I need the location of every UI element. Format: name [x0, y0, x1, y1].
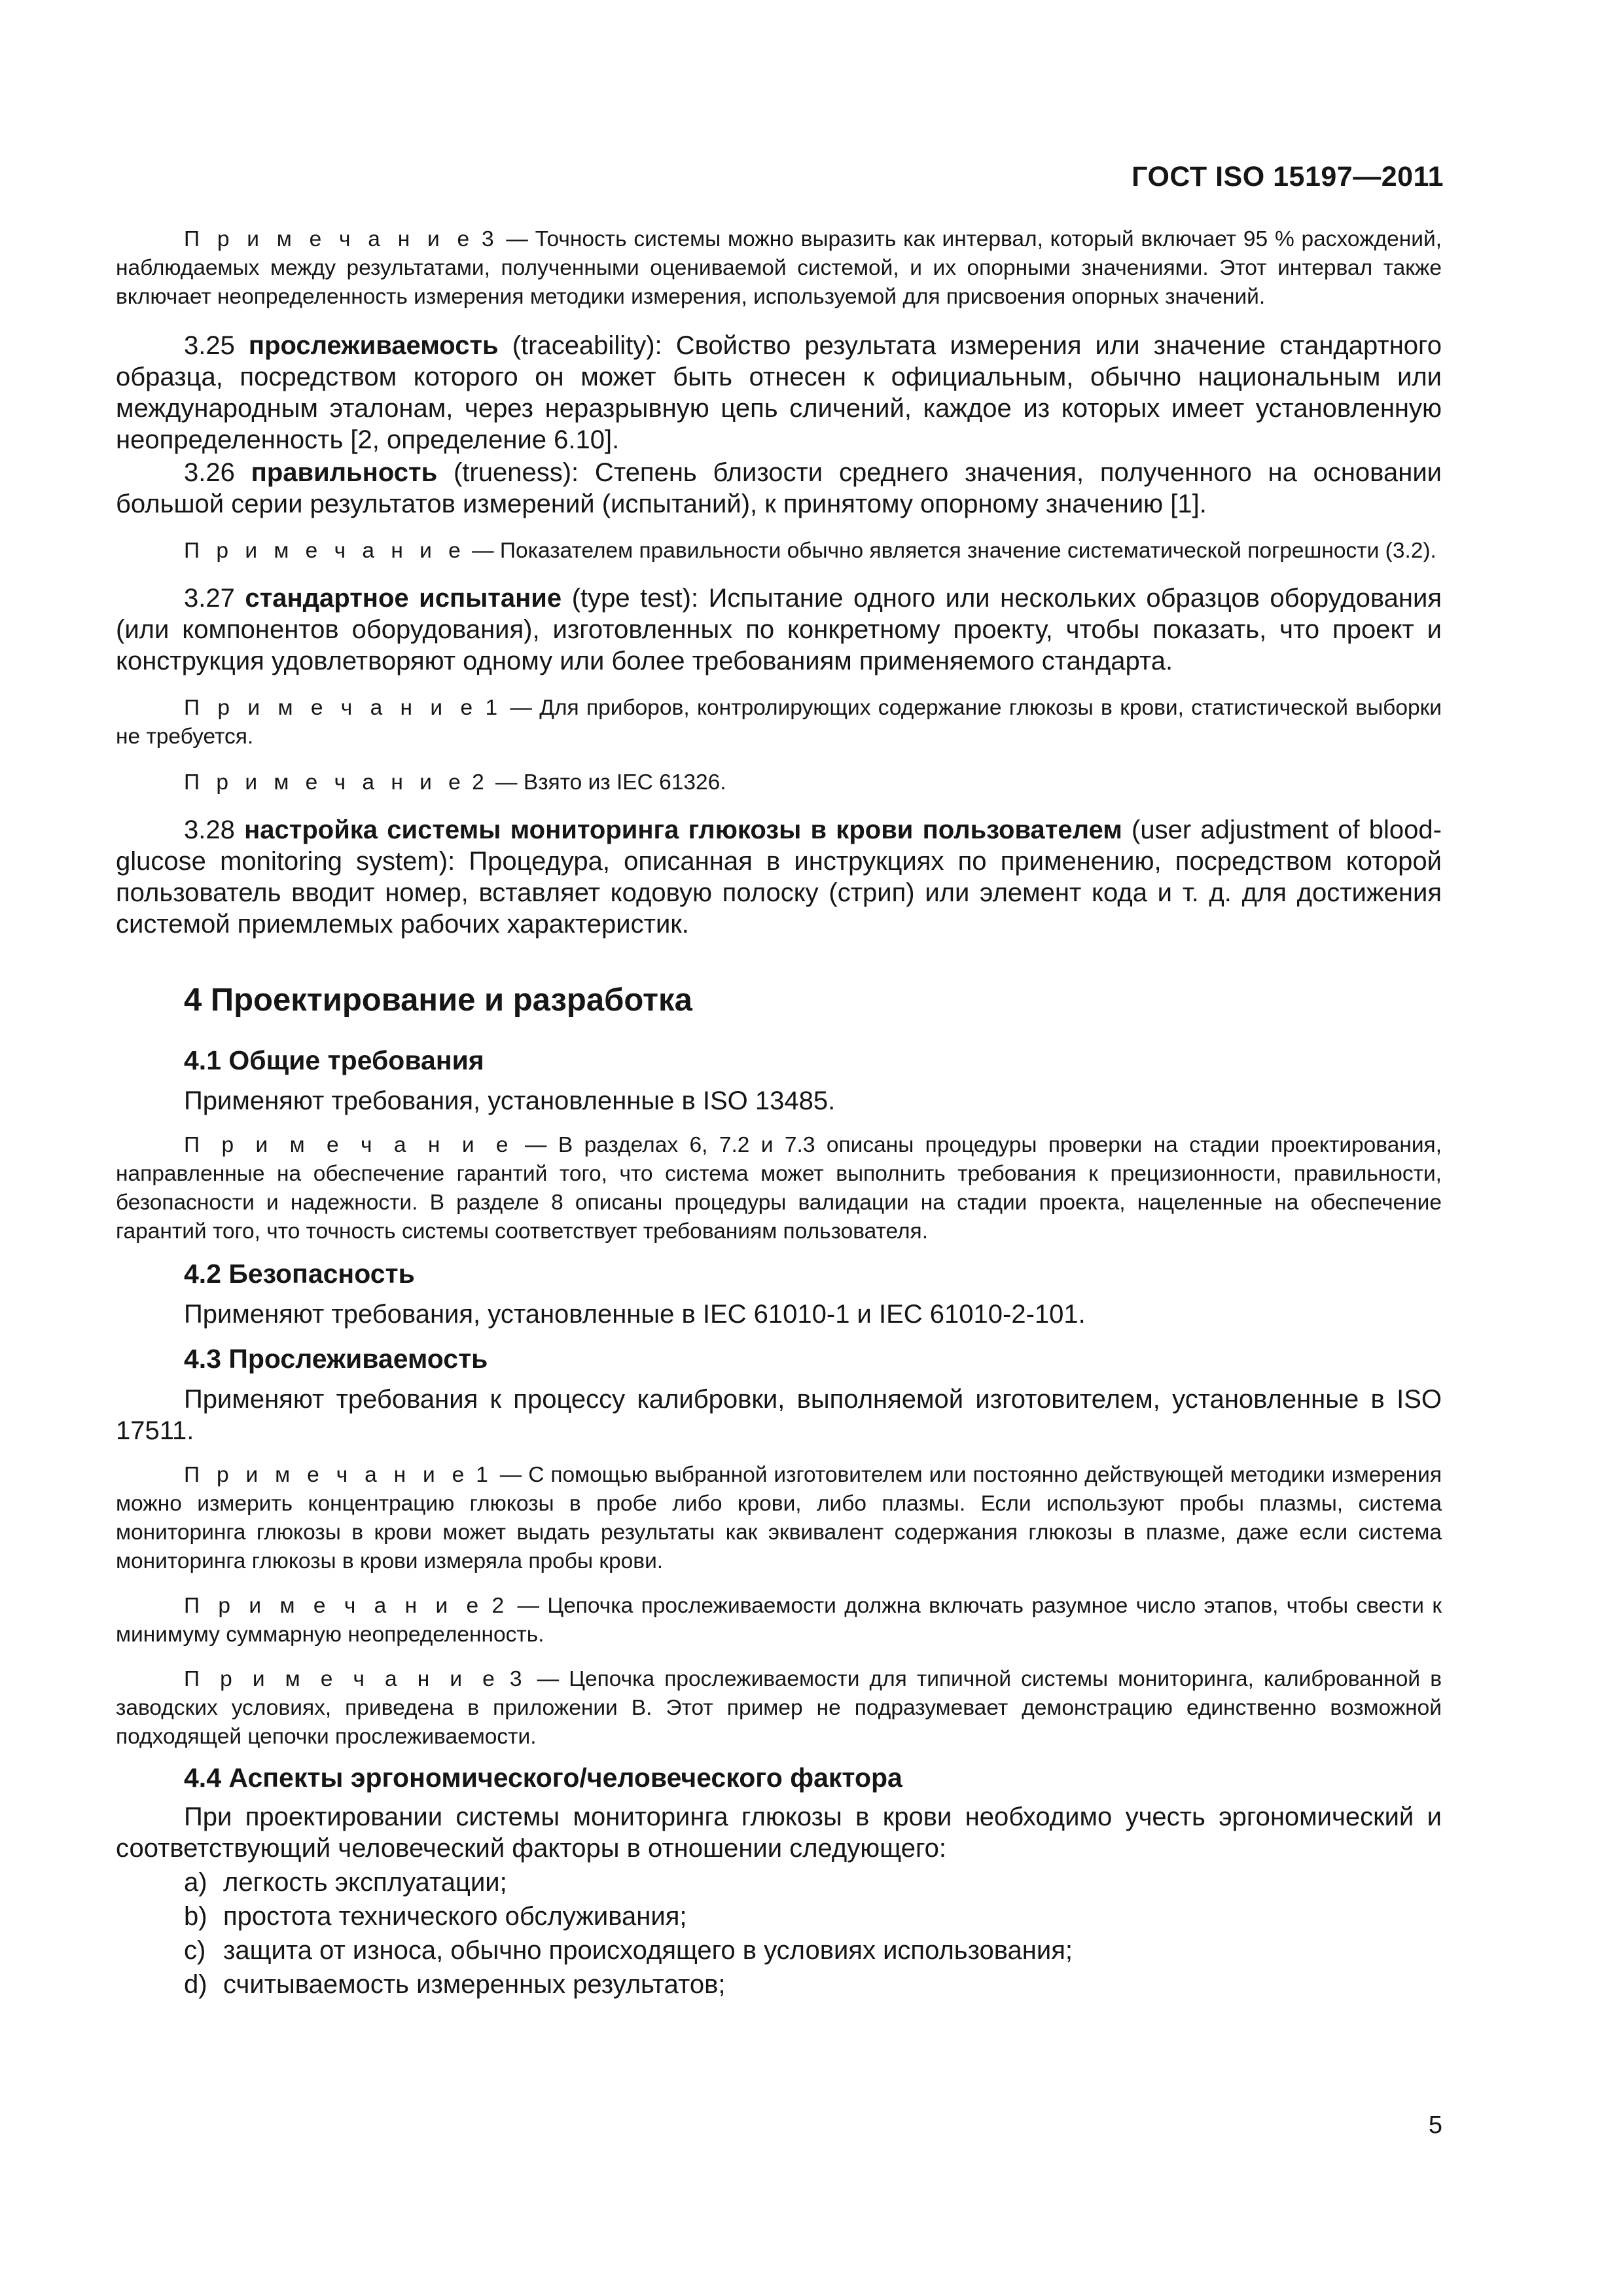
note-label: П р и м е ч а н и е [184, 770, 466, 795]
note-text: — Цепочка прослеживаемости для типичной системы мониторинга, калиброванной в заводских условиях, приведена в приложении В. Этот пример не подразумевает демонстрацию единственно возможной подходящей цепочки прослеживаемости. [116, 1667, 1442, 1749]
definition-text: : Свойство результата измерения или значение стандартного образца, посредством которого он может быть отнесен к официальным, обычно национальным или международным эталонам, через неразрывную цепь сличений, каждое из которых имеет установленную неопределенность [2, определение 6.10]. [116, 331, 1442, 454]
note-number: 3 [481, 227, 499, 251]
paragraph-4-3: Применяют требования к процессу калибровки, выполняемой изготовителем, установленные в ISO 17511. [116, 1385, 1442, 1445]
note-number: 3 [509, 1667, 527, 1691]
note-text: — С помощью выбранной изготовителем или постоянно действующей методики измерения можно измерить концентрацию глюкозы в пробе либо крови, либо плазмы. Если используют пробы плазмы, система мониторинга глюкозы в крови может выдать результаты как эквивалент содержания глюкозы в плазме, даже если система мониторинга глюкозы в крови измеряла пробы крови. [116, 1463, 1442, 1573]
list-item-letter: d) [184, 1970, 207, 1999]
list-item-text: защита от износа, обычно происходящего в условиях использования; [223, 1936, 1073, 1965]
note-3-27-1 [116, 694, 1442, 751]
list-item-text: простота технического обслуживания; [223, 1902, 687, 1931]
definition-text: : Степень близости среднего значения, полученного на основании большой серии результатов измерений (испытаний), к принятому опорному значению [1]. [116, 458, 1442, 518]
note-3-26 [116, 537, 1442, 565]
note-number: 1 [476, 1463, 493, 1487]
note-label: П р и м е ч а н и е [184, 1463, 470, 1487]
note-text: — Взято из IEC 61326. [489, 770, 726, 795]
note-number: 1 [485, 696, 503, 720]
note-number: 2 [472, 770, 490, 795]
clause-number: 3.26 [184, 458, 235, 487]
list-item [116, 1899, 1442, 1933]
paragraph-4-2: Применяют требования, установленные в IEC 61010-1 и IEC 61010-2-101. [184, 1300, 1086, 1329]
list-item-text: считываемость измеренных результатов; [223, 1970, 726, 1999]
list-item [116, 1967, 1442, 2001]
term-english: (traceability) [498, 331, 655, 360]
note-3-27-2 [116, 768, 1442, 797]
term-english: (type test) [562, 584, 691, 613]
subsection-heading-4-1: 4.1 Общие требования [184, 1045, 484, 1075]
definition-3-25 [116, 330, 1442, 456]
definition-3-26 [116, 457, 1442, 520]
paragraph-4-4: При проектировании системы мониторинга глюкозы в крови необходимо учесть эргономический и соответствующий человеческий факторы в отношении следующего: [116, 1803, 1442, 1863]
subsection-heading-4-3: 4.3 Прослеживаемость [184, 1344, 488, 1374]
note-4-3-3 [116, 1665, 1442, 1751]
note-4-1 [116, 1131, 1442, 1246]
note-label: П р и м е ч а н и е [184, 696, 478, 720]
list-item-letter: a) [184, 1868, 207, 1897]
note-text: — Цепочка прослеживаемости должна включать разумное число этапов, чтобы свести к минимуму суммарную неопределенность. [116, 1594, 1442, 1647]
definition-text: : Процедура, описанная в инструкциях по применению, посредством которой пользователь вводит номер, вставляет кодовую полоску (стрип) или элемент кода и т. д. для достижения системой приемлемых рабочих характеристик. [116, 847, 1442, 939]
note-3-24 [116, 225, 1442, 312]
definition-3-28 [116, 814, 1442, 940]
list-item-letter: c) [184, 1936, 206, 1965]
term: настройка системы мониторинга глюкозы в крови пользователем [244, 816, 1122, 844]
clause-number: 3.25 [184, 331, 235, 360]
list-item-letter: b) [184, 1902, 207, 1931]
subsection-heading-4-2: 4.2 Безопасность [184, 1259, 415, 1289]
note-text: — Точность системы можно выразить как интервал, который включает 95 % расхождений, наблюдаемых между результатами, полученными оцениваемой системой, и их опорными значениями. Этот интервал также включает неопределенность измерения методики измерения, используемой для присвоения опорных значений. [116, 227, 1442, 309]
note-4-3-1 [116, 1461, 1442, 1576]
note-text: — В разделах 6, 7.2 и 7.3 описаны процедуры проверки на стадии проектирования, направленные на обеспечение гарантий того, что система может выполнить требования к прецизионности, правильности, безопасности и надежности. В разделе 8 описаны процедуры валидации на стадии проекта, нацеленные на обеспечение гарантий того, что точность системы соответствует требованиям пользователя. [116, 1133, 1442, 1244]
paragraph-4-1: Применяют требования, установленные в ISO 13485. [184, 1086, 836, 1115]
note-text: — Для приборов, контролирующих содержание глюкозы в крови, статистической выборки не требуется. [116, 696, 1442, 749]
enumeration-list [116, 1865, 1442, 2001]
note-number: 2 [491, 1594, 510, 1618]
note-label: П р и м е ч а н и е [184, 1594, 484, 1618]
note-4-3-2 [116, 1592, 1442, 1649]
term: стандартное испытание [245, 584, 562, 613]
subsection-heading-4-4: 4.4 Аспекты эргономического/человеческого фактора [184, 1763, 902, 1793]
term: правильность [251, 458, 438, 487]
note-label: П р и м е ч а н и е [184, 227, 475, 251]
list-item-text: легкость эксплуатации; [223, 1868, 507, 1897]
term: прослеживаемость [248, 331, 499, 360]
note-label: П р и м е ч а н и е [184, 1667, 500, 1691]
clause-number: 3.28 [184, 816, 235, 844]
list-item [116, 1865, 1442, 1899]
term-english: (user adjustment of blood-glucose monitoring system) [116, 816, 1442, 876]
document-code: ГОСТ ISO 15197—2011 [1132, 161, 1444, 192]
term-english: (trueness) [437, 458, 572, 487]
clause-number: 3.27 [184, 584, 235, 613]
note-label: П р и м е ч а н и е [184, 1133, 514, 1157]
definition-text: : Испытание одного или нескольких образцов оборудования (или компонентов оборудования), изготовленных по конкретному проекту, чтобы показать, что проект и конструкция удовлетворяют одному или более требованиям применяемого стандарта. [116, 584, 1442, 675]
note-text: — Показателем правильности обычно является значение систематической погрешности (3.2). [465, 539, 1436, 563]
list-item [116, 1933, 1442, 1967]
definition-3-27 [116, 583, 1442, 677]
section-heading-4: 4 Проектирование и разработка [184, 982, 692, 1018]
note-label: П р и м е ч а н и е [184, 539, 466, 563]
page-number: 5 [1428, 2111, 1442, 2139]
page-content [116, 225, 1442, 2001]
